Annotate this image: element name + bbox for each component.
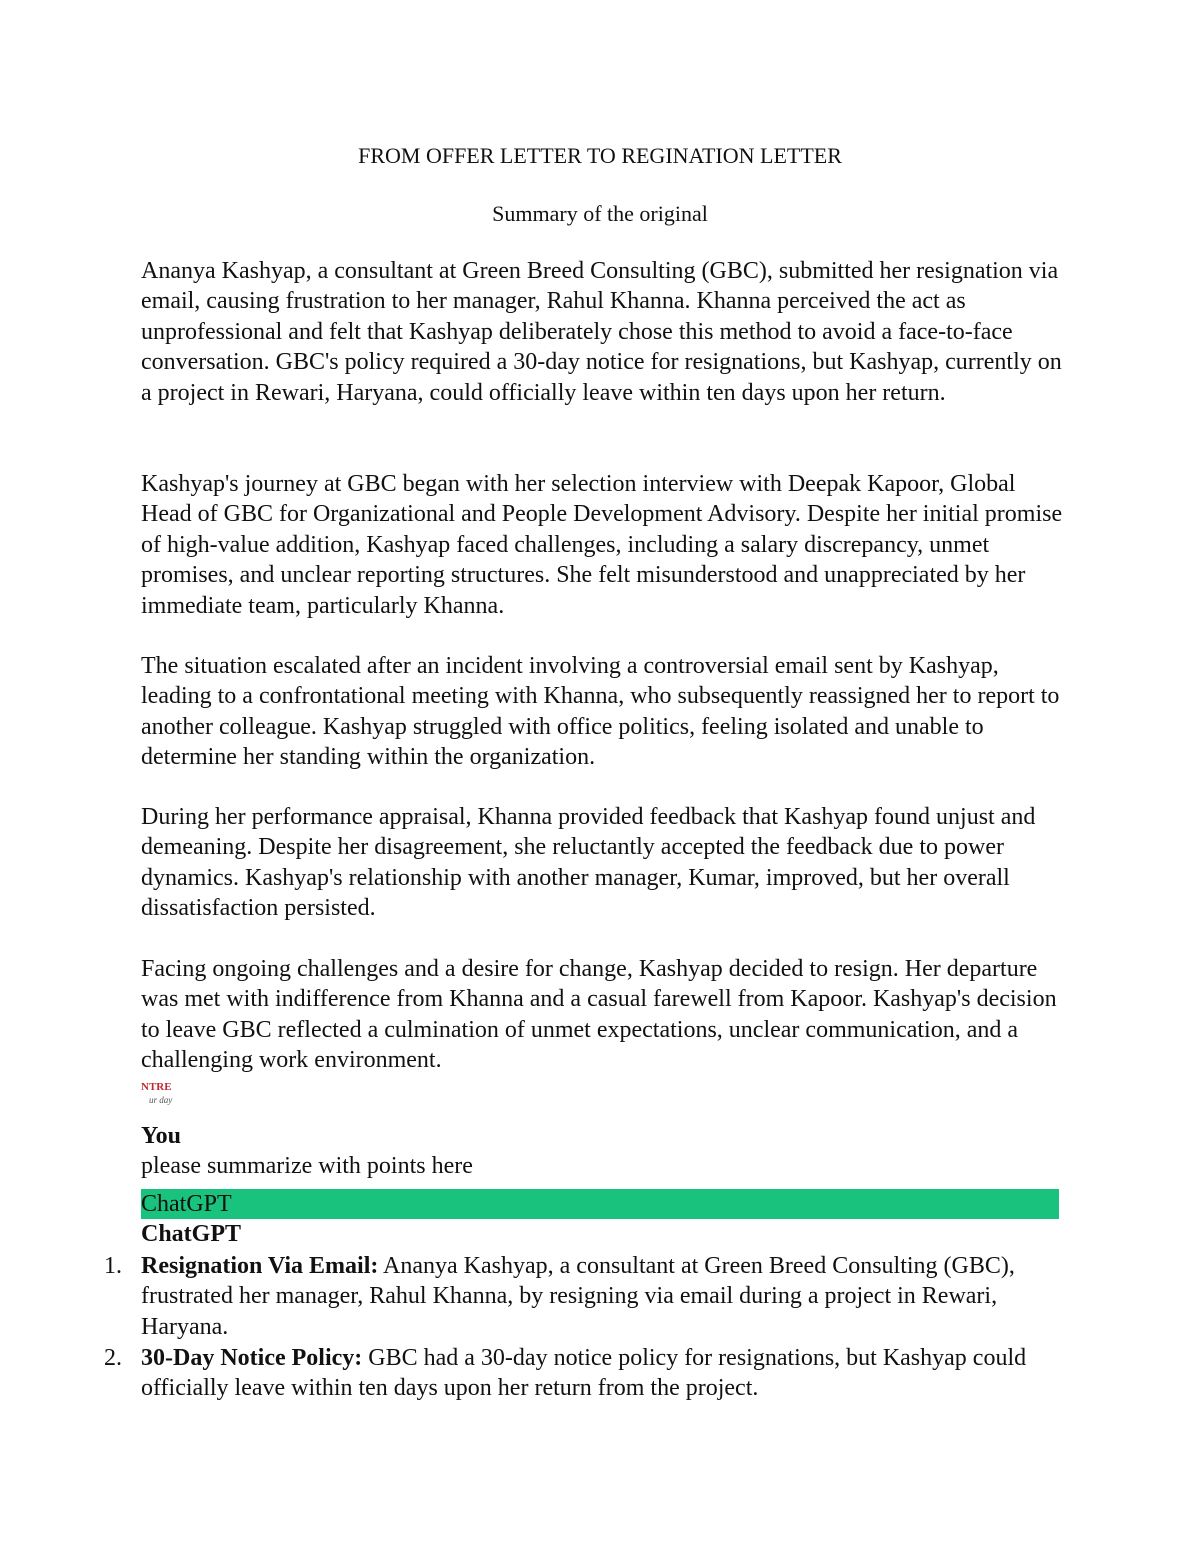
- summary-paragraph-1: Ananya Kashyap, a consultant at Green Breed Consulting (GBC), submitted her resignation via email, causing frustration to her manager, Rahul Khanna. Khanna perceived the act as unprofessional and felt that Kashyap deliberately chose this method to avoid a face-to-face conversation. GBC's policy required a 30-day notice for resignations, but Kashyap, currently on a project in Rewari, Haryana, could officially leave within ten days upon her return.: [141, 258, 1062, 406]
- logo-text: NTRE: [141, 1081, 172, 1093]
- logo-icon: [141, 1079, 179, 1107]
- list-number: 1.: [104, 1253, 122, 1279]
- list-text: [141, 1251, 1066, 1342]
- list-body: GBC had a 30-day notice policy for resignations, but Kashyap could officially leave within ten days upon her return from the project.: [141, 1345, 1027, 1402]
- summary-paragraph-3: The situation escalated after an incident involving a controversial email sent by Kashyap, leading to a confrontational meeting with Khanna, who subsequently reassigned her to report to another colleague. Kashyap struggled with office politics, feeling isolated and unable to determine her standing within the organization.: [141, 653, 1060, 771]
- document-subtitle: Summary of the original: [492, 201, 708, 226]
- list-heading: Resignation Via Email:: [141, 1253, 379, 1279]
- user-message: please summarize with points here: [141, 1153, 473, 1179]
- summary-paragraph-4: During her performance appraisal, Khanna provided feedback that Kashyap found unjust and demeaning. Despite her disagreement, she reluctantly accepted the feedback due to power dynamics. Kashyap's relationship with another manager, Kumar, improved, but her overall dissatisfaction persisted.: [141, 804, 1036, 922]
- user-label: You: [141, 1123, 182, 1149]
- list-number: 2.: [104, 1345, 122, 1371]
- document-title: FROM OFFER LETTER TO REGINATION LETTER: [358, 143, 842, 168]
- chatgpt-label: ChatGPT: [141, 1221, 242, 1247]
- summary-paragraph-5: Facing ongoing challenges and a desire for change, Kashyap decided to resign. Her departure was met with indifference from Khanna and a casual farewell from Kapoor. Kashyap's decision to leave GBC reflected a culmination of unmet expectations, unclear communication, and a challenging work environment.: [141, 956, 1057, 1074]
- list-text: [141, 1343, 1066, 1404]
- chatgpt-bar-label: ChatGPT: [141, 1191, 232, 1217]
- summary-paragraph-2: Kashyap's journey at GBC began with her selection interview with Deepak Kapoor, Global Head of GBC for Organizational and People Development Advisory. Despite her initial promise of high-value addition, Kashyap faced challenges, including a salary discrepancy, unmet promises, and unclear reporting structures. She felt misunderstood and unappreciated by her immediate team, particularly Khanna.: [141, 471, 1063, 619]
- logo-subtext: ur day: [149, 1095, 173, 1105]
- chatgpt-header-bar: [141, 1189, 1059, 1219]
- list-body: Ananya Kashyap, a consultant at Green Breed Consulting (GBC), frustrated her manager, Rahul Khanna, by resigning via email during a project in Rewari, Haryana.: [141, 1253, 1015, 1340]
- list-heading: 30-Day Notice Policy:: [141, 1345, 363, 1371]
